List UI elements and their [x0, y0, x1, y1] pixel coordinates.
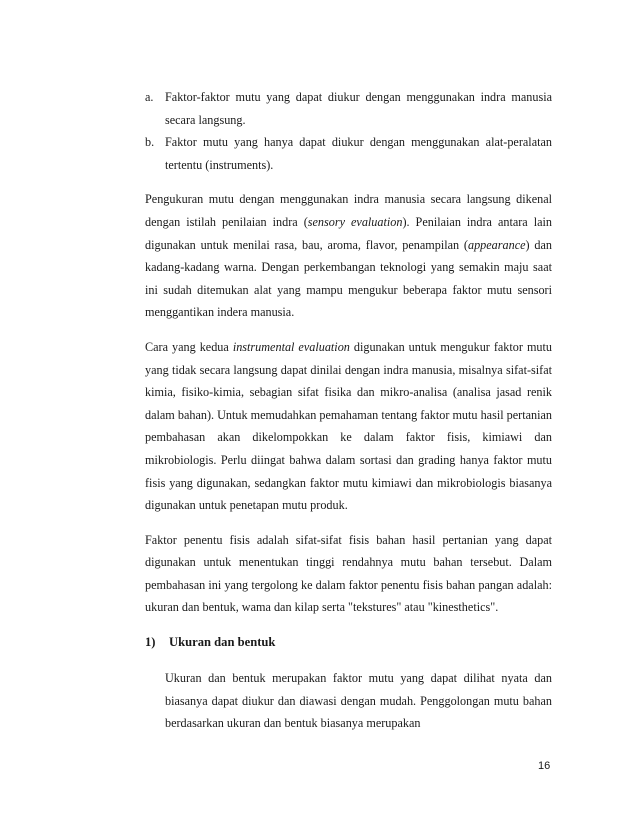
quality-factor-list — [145, 86, 552, 176]
paragraph-physical-factors: Faktor penentu fisis adalah sifat-sifat fisis bahan hasil pertanian yang dapat digunakan untuk menentukan tinggi rendahnya mutu bahan tersebut. Dalam pembahasan ini yang tergolong ke dalam faktor penentu fisis bahan pangan adalah: ukuran dan bentuk, wama dan kilap serta "tekstures" atau "kinesthetics". — [145, 532, 552, 615]
list-item — [145, 86, 552, 131]
section-heading — [145, 631, 552, 653]
list-item — [145, 131, 552, 176]
list-marker: b. — [145, 135, 155, 150]
text-run: ). Penilaian indra antara lain digunakan untuk menilai rasa, bau, aroma, flavor, penampilan ( — [145, 214, 552, 252]
italic-term: sensory evaluation — [307, 214, 403, 229]
page-content — [145, 86, 552, 747]
page-number: 16 — [538, 760, 551, 772]
paragraph-instrumental-evaluation — [145, 336, 552, 517]
list-item-text: Faktor-faktor mutu yang dapat diukur dengan menggunakan indra manusia secara langsung. — [165, 90, 552, 127]
text-run: Cara yang kedua — [145, 339, 233, 354]
paragraph-sensory-evaluation — [145, 188, 552, 324]
section-title: Ukuran dan bentuk — [169, 635, 276, 650]
italic-term: appearance — [467, 237, 526, 252]
section-number: 1) — [145, 635, 156, 650]
text-run: Pengukuran mutu dengan menggunakan indra manusia secara langsung dikenal dengan istilah penilaian indra ( — [145, 192, 552, 229]
paragraph-size-shape: Ukuran dan bentuk merupakan faktor mutu yang dapat dilihat nyata dan biasanya dapat diukur dan diawasi dengan mudah. Penggolongan mutu bahan berdasarkan ukuran dan bentuk biasanya merupakan — [165, 671, 552, 731]
list-item-text: Faktor mutu yang hanya dapat diukur dengan menggunakan alat-peralatan tertentu (instruments). — [165, 135, 552, 172]
text-run: ) dan kadang-kadang warna. Dengan perkembangan teknologi yang semakin maju saat ini sudah ditemukan alat yang mampu mengukur beberapa faktor mutu sensori menggantikan indera manusia. — [145, 237, 553, 320]
list-marker: a. — [145, 90, 154, 104]
italic-term: instrumental evaluation — [232, 339, 350, 354]
text-run: digunakan untuk mengukur faktor mutu yang tidak secara langsung dapat dinilai dengan indra manusia, misalnya sifat-sifat kimia, fisiko-kimia, sebagian sifat fisika dan mikro-analisa (analisa jasad renik dalam bahan). Untuk memudahkan pemahaman tentang faktor mutu hasil pertanian pembahasan akan dikelompokkan ke dalam faktor fisis, kimiawi dan mikrobiologis. Perlu diingat bahwa dalam sortasi dan grading hanya faktor mutu fisis yang digunakan, sedangkan faktor mutu kimiawi dan mikrobiologis biasanya digunakan untuk penetapan mutu produk. — [145, 339, 552, 513]
